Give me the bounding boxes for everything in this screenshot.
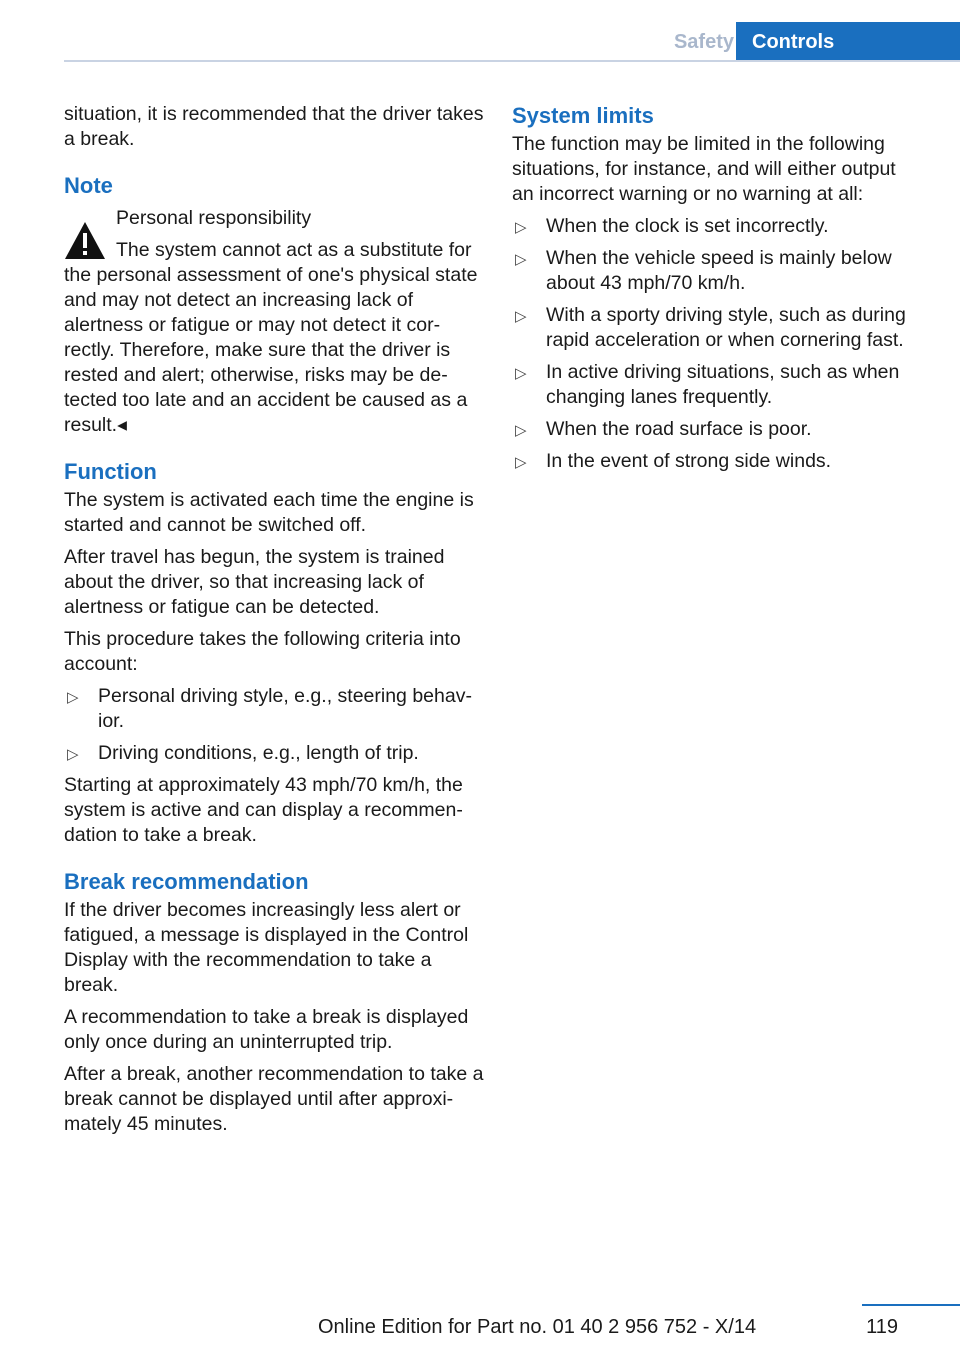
note-block — [64, 206, 484, 438]
note-title: Personal responsibility — [116, 207, 312, 229]
system-limits-heading: System limits — [512, 103, 654, 128]
bullet-triangle-icon: ▷ — [515, 251, 527, 268]
function-p1: The system is activated each time the engine is started and cannot be switched off. — [64, 489, 474, 536]
list-item-text: When the clock is set incorrectly. — [546, 215, 829, 237]
function-p2: After travel has begun, the system is trained about the driver, so that increasing lack of alertness or fatigue can be detected. — [64, 546, 445, 618]
system-limits-p1: The function may be limited in the following situations, for instance, and will either output an incorrect warning or no warning at all: — [512, 133, 896, 205]
bullet-triangle-icon: ▷ — [515, 219, 527, 236]
list-item — [512, 303, 917, 353]
list-item-text: In active driving situations, such as when changing lanes frequently. — [546, 361, 900, 408]
list-item-text: When the road surface is poor. — [546, 418, 812, 440]
bullet-triangle-icon: ▷ — [67, 689, 79, 706]
note-text: the personal assessment of one's physical state and may not detect an increasing lack of alertness or fatigue or may not detect it correctly. Therefore, make sure that the driver is rested and alert; otherwise, risks may be detected too late and an accident be caused as a result.◂ — [64, 264, 478, 436]
tab-safety[interactable]: Safety — [673, 31, 734, 53]
bullet-triangle-icon: ▷ — [67, 746, 79, 763]
function-p4: Starting at approximately 43 mph/70 km/h, the system is active and can display a recommendation to take a break. — [64, 774, 463, 846]
bullet-triangle-icon: ▷ — [515, 422, 527, 439]
bullet-triangle-icon: ▷ — [515, 365, 527, 382]
left-column — [64, 102, 484, 1144]
right-column — [512, 102, 917, 481]
list-item-text: Driving conditions, e.g., length of trip. — [98, 742, 419, 764]
list-item — [64, 741, 484, 766]
list-item — [512, 417, 917, 442]
break-heading: Break recommendation — [64, 869, 309, 894]
bullet-triangle-icon: ▷ — [515, 454, 527, 471]
function-p3: This procedure takes the following criteria into account: — [64, 628, 461, 675]
break-p3: After a break, another recommendation to take a break cannot be displayed until after approximately 45 minutes. — [64, 1063, 484, 1135]
list-item-text: With a sporty driving style, such as during rapid acceleration or when cornering fast. — [546, 304, 906, 351]
limits-list — [512, 214, 917, 474]
edition-text: Online Edition for Part no. 01 40 2 956 752 - X/14 — [318, 1316, 757, 1338]
warning-icon — [64, 220, 106, 262]
list-item — [512, 449, 917, 474]
break-p2: A recommendation to take a break is displayed only once during an uninterrupted trip. — [64, 1006, 469, 1053]
bullet-triangle-icon: ▷ — [515, 308, 527, 325]
list-item — [64, 684, 484, 734]
list-item-text: When the vehicle speed is mainly below about 43 mph/70 km/h. — [546, 247, 892, 294]
note-heading: Note — [64, 173, 113, 198]
list-item — [512, 214, 917, 239]
note-line1: The system cannot act as a substitute for — [116, 239, 472, 261]
footer-divider — [862, 1304, 960, 1306]
list-item-text: Personal driving style, e.g., steering behavior. — [98, 685, 472, 732]
function-heading: Function — [64, 459, 157, 484]
criteria-list — [64, 684, 484, 766]
page-number: 119 — [866, 1316, 898, 1338]
header-divider — [64, 60, 960, 62]
list-item — [512, 246, 917, 296]
break-p1: If the driver becomes increasingly less alert or fatigued, a message is displayed in the Control Display with the recommendation to take a break. — [64, 899, 469, 996]
list-item — [512, 360, 917, 410]
tab-controls[interactable]: Controls — [736, 22, 960, 62]
intro-paragraph: situation, it is recommended that the driver takes a break. — [64, 103, 484, 150]
list-item-text: In the event of strong side winds. — [546, 450, 832, 472]
